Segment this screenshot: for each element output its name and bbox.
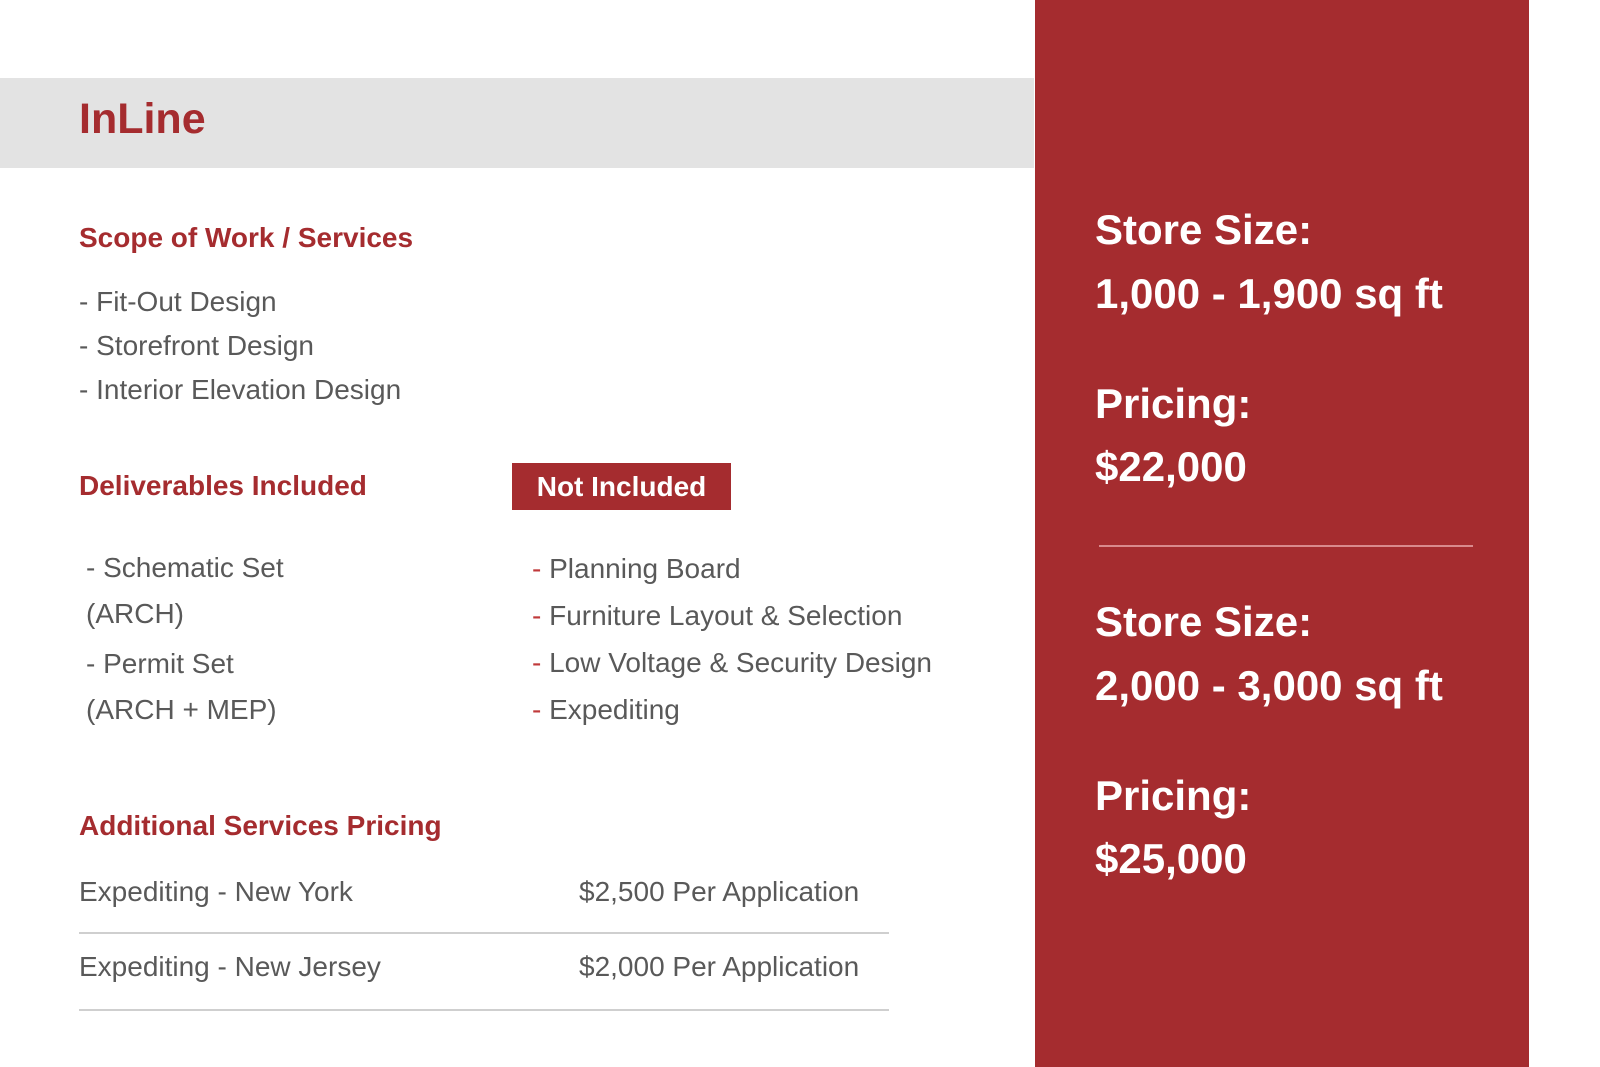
not-included-badge: Not Included bbox=[512, 463, 731, 510]
list-item: - Furniture Layout & Selection bbox=[532, 600, 903, 631]
pricing-panel bbox=[1035, 0, 1529, 1067]
list-item: - Storefront Design bbox=[79, 330, 314, 361]
tier-price-label: Pricing: bbox=[1095, 772, 1252, 819]
tier-price-value: $22,000 bbox=[1095, 443, 1247, 490]
tier-divider bbox=[1099, 545, 1473, 547]
deliverables-list bbox=[86, 545, 284, 733]
list-item: - Interior Elevation Design bbox=[79, 374, 402, 405]
scope-list bbox=[79, 280, 401, 412]
list-item: - Permit Set bbox=[86, 648, 234, 679]
deliverables-heading: Deliverables Included bbox=[79, 470, 367, 501]
tier-price-label: Pricing: bbox=[1095, 380, 1252, 427]
list-item: - Planning Board bbox=[532, 553, 741, 584]
pricing-row-price: $2,000 Per Application bbox=[579, 951, 860, 982]
pricing-row bbox=[79, 876, 889, 934]
list-item: (ARCH + MEP) bbox=[86, 694, 277, 725]
additional-heading: Additional Services Pricing bbox=[79, 810, 442, 841]
list-item: (ARCH) bbox=[86, 598, 184, 629]
tier-size-label: Store Size: bbox=[1095, 206, 1313, 253]
tier-size-value: 1,000 - 1,900 sq ft bbox=[1095, 270, 1443, 317]
list-item: - Low Voltage & Security Design bbox=[532, 647, 932, 678]
page-title: InLine bbox=[79, 95, 206, 143]
list-item: - Schematic Set bbox=[86, 552, 284, 583]
pricing-row bbox=[79, 951, 889, 1011]
tier-price-value: $25,000 bbox=[1095, 835, 1247, 882]
tier-size-label: Store Size: bbox=[1095, 598, 1313, 645]
scope-heading: Scope of Work / Services bbox=[79, 222, 414, 253]
pricing-row-name: Expediting - New York bbox=[79, 876, 353, 907]
pricing-row-price: $2,500 Per Application bbox=[579, 876, 860, 907]
list-item: - Expediting bbox=[532, 694, 680, 725]
tier-size-value: 2,000 - 3,000 sq ft bbox=[1095, 662, 1443, 709]
list-item: - Fit-Out Design bbox=[79, 286, 277, 317]
pricing-row-name: Expediting - New Jersey bbox=[79, 951, 381, 982]
not-included-list bbox=[532, 545, 932, 733]
